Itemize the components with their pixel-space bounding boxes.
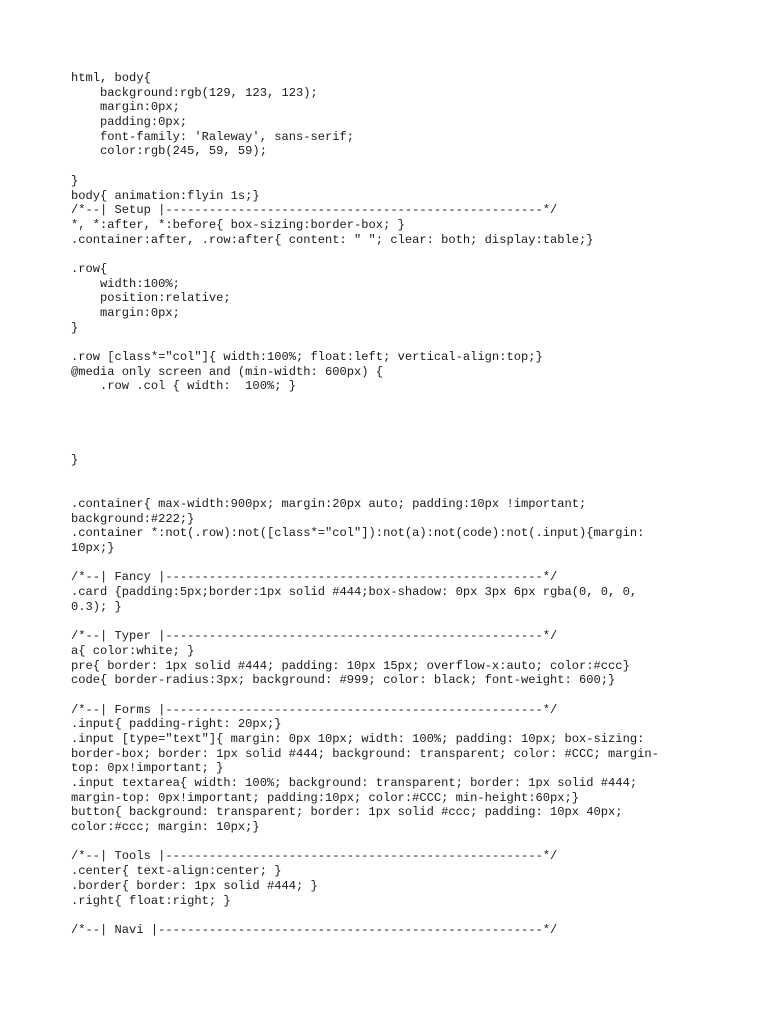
code-line [71,556,691,571]
code-line: .container:after, .row:after{ content: " "; clear: both; display:table;} [71,232,594,247]
code-line: font-family: 'Raleway', sans-serif; [71,129,355,144]
code-line [71,468,691,483]
code-line [71,394,691,409]
code-line: /*--| Typer |----------------------------------------------------*/ [71,629,558,644]
code-line: position:relative; [71,291,231,306]
code-line: /*--| Tools |----------------------------------------------------*/ [71,849,558,864]
code-line [71,247,691,262]
code-line: .row .col { width: 100%; } [71,379,296,394]
code-line: background:rgb(129, 123, 123); [71,85,318,100]
code-line: width:100%; [71,276,180,291]
code-line: /*--| Navi |-----------------------------------------------------*/ [71,922,558,937]
code-line: } [71,320,79,335]
code-line: /*--| Fancy |----------------------------------------------------*/ [71,570,558,585]
code-line: .container *:not(.row):not([class*="col"]):not(a):not(code):not(.input){margin: [71,526,645,541]
code-line: top: 0px!important; } [71,761,224,776]
code-line [71,159,691,174]
code-line: .border{ border: 1px solid #444; } [71,878,318,893]
code-line: margin:0px; [71,100,180,115]
code-line: .right{ float:right; } [71,893,231,908]
code-line: border-box; border: 1px solid #444; background: transparent; color: #CCC; margin- [71,746,659,761]
code-line: .container{ max-width:900px; margin:20px auto; padding:10px !important; [71,496,587,511]
code-line: *, *:after, *:before{ box-sizing:border-box; } [71,217,405,232]
code-line: margin:0px; [71,306,180,320]
code-line: 10px;} [71,541,115,555]
code-line [71,335,691,350]
code-line: color:#ccc; margin: 10px;} [71,820,260,835]
code-line: .row [class*="col"]{ width:100%; float:left; vertical-align:top;} [71,350,543,365]
code-line [71,688,691,703]
code-line: .input [type="text"]{ margin: 0px 10px; width: 100%; padding: 10px; box-sizing: [71,731,645,746]
code-line: .input{ padding-right: 20px;} [71,717,282,732]
code-line: pre{ border: 1px solid #444; padding: 10px 15px; overflow-x:auto; color:#ccc} [71,658,630,673]
code-line: padding:0px; [71,115,188,130]
code-line: .center{ text-align:center; } [71,864,282,879]
code-line [71,835,691,850]
code-line: .row{ [71,261,108,276]
code-line: .input textarea{ width: 100%; background: transparent; border: 1px solid #444; [71,776,638,790]
code-line [71,438,691,453]
code-line: a{ color:white; } [71,643,195,658]
code-line [71,409,691,424]
code-line: 0.3); } [71,599,122,614]
code-line [71,424,691,439]
code-line: @media only screen and (min-width: 600px) { [71,364,384,379]
code-line [71,908,691,923]
code-line: html, body{ [71,71,151,85]
code-line: body{ animation:flyin 1s;} [71,188,260,203]
code-line [71,614,691,629]
code-line: } [71,452,79,467]
code-line [71,482,691,497]
code-line: .card {padding:5px;border:1px solid #444;box-shadow: 0px 3px 6px rgba(0, 0, 0, [71,585,638,600]
code-line: /*--| Setup |----------------------------------------------------*/ [71,203,558,218]
code-document [71,71,691,938]
code-line: background:#222;} [71,511,195,526]
code-line: code{ border-radius:3px; background: #999; color: black; font-weight: 600;} [71,673,616,688]
code-line: } [71,173,79,188]
code-line: button{ background: transparent; border: 1px solid #ccc; padding: 10px 40px; [71,805,623,820]
code-line: /*--| Forms |----------------------------------------------------*/ [71,702,558,717]
code-line: color:rgb(245, 59, 59); [71,144,267,159]
code-line: margin-top: 0px!important; padding:10px; color:#CCC; min-height:60px;} [71,790,580,805]
